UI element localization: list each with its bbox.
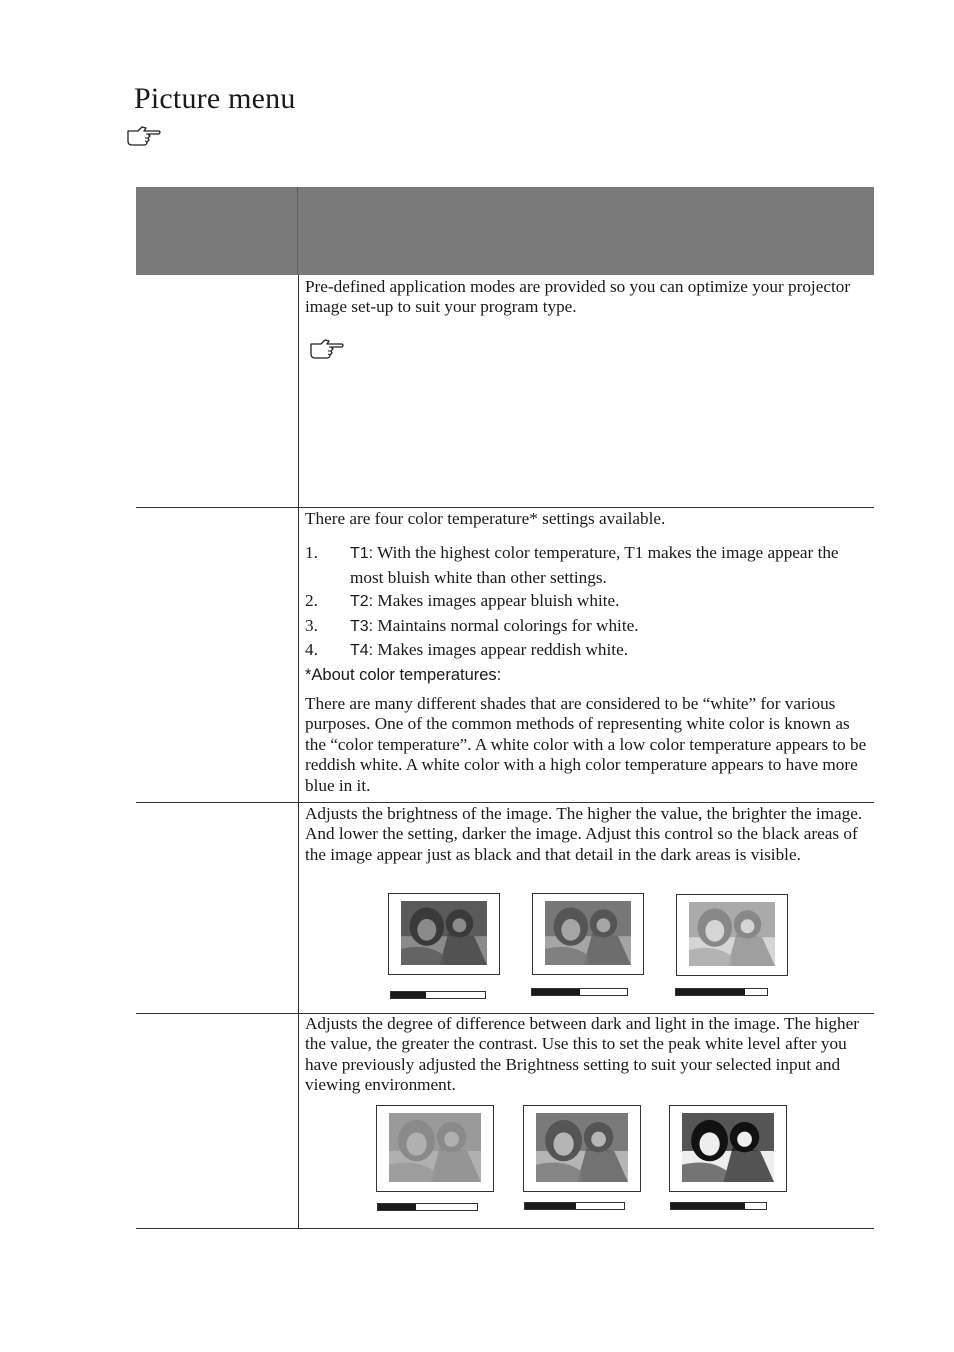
brightness-level-fill	[532, 989, 580, 995]
contrast-level-bar	[670, 1202, 767, 1210]
row-divider	[136, 802, 874, 803]
list-item	[305, 638, 867, 663]
color-temp-list	[305, 541, 867, 663]
table-column-divider	[298, 275, 299, 1229]
contrast-level-fill	[525, 1203, 576, 1209]
list-number: 2.	[305, 591, 318, 610]
contrast-sample-image	[523, 1105, 641, 1192]
list-item	[305, 541, 867, 589]
note-hand-icon	[309, 338, 345, 360]
list-item	[305, 614, 867, 639]
row-divider	[136, 1228, 874, 1229]
list-text: Makes images appear reddish white.	[373, 640, 628, 659]
contrast-level-fill	[671, 1203, 745, 1209]
brightness-level-bar	[390, 991, 486, 999]
list-item	[305, 589, 867, 614]
contrast-sample-photo	[682, 1113, 774, 1182]
note-hand-icon	[126, 125, 162, 147]
list-key: T4:	[350, 642, 374, 659]
list-number: 4.	[305, 640, 318, 659]
table-header	[136, 187, 874, 275]
brightness-level-fill	[676, 989, 745, 995]
brightness-level-bar	[531, 988, 628, 996]
color-temp-intro: There are four color temperature* settings available.	[305, 509, 666, 528]
contrast-level-bar	[524, 1202, 625, 1210]
contrast-sample-photo	[389, 1113, 481, 1182]
brightness-sample-image	[676, 894, 788, 976]
table-header-divider	[297, 187, 298, 275]
contrast-sample-image	[376, 1105, 494, 1192]
picture-mode-description: Pre-defined application modes are provided so you can optimize your projector image set-up to suit your program type.	[305, 277, 851, 317]
list-text: Maintains normal colorings for white.	[373, 615, 639, 635]
about-color-temp-heading: *About color temperatures:	[305, 666, 502, 684]
page-title: Picture menu	[134, 82, 296, 115]
brightness-sample-photo	[401, 901, 487, 965]
brightness-sample-image	[388, 893, 500, 975]
brightness-description: Adjusts the brightness of the image. The higher the value, the brighter the image. And lower the setting, darker the image. Adjust this control so the black areas of the image appear just as black and that detail in the dark areas is visible.	[305, 804, 863, 864]
row-divider	[136, 507, 874, 508]
contrast-sample-image	[669, 1105, 787, 1192]
list-number: 1.	[305, 543, 318, 562]
brightness-level-fill	[391, 992, 426, 998]
list-key: T2:	[350, 593, 374, 610]
list-key: T3:	[350, 617, 374, 635]
about-color-temp-text: There are many different shades that are considered to be “white” for various purposes. One of the common methods of representing white color is known as the “color temperature”. A white color with a low color temperature appears to be reddish white. A white color with a high color temperature appears to have more blue in it.	[305, 694, 867, 795]
contrast-level-bar	[377, 1203, 478, 1211]
contrast-sample-photo	[536, 1113, 628, 1182]
brightness-sample-photo	[689, 902, 775, 966]
contrast-level-fill	[378, 1204, 416, 1210]
list-text: Makes images appear bluish white.	[373, 591, 620, 610]
list-number: 3.	[305, 615, 318, 635]
brightness-sample-photo	[545, 901, 631, 965]
contrast-description: Adjusts the degree of difference between dark and light in the image. The higher the value, the greater the contrast. Use this to set the peak white level after you have previously adjusted the Brightness setting to suit your selected input and viewing environment.	[305, 1014, 859, 1095]
brightness-sample-image	[532, 893, 644, 975]
list-text: With the highest color temperature, T1 makes the image appear the most bluish white than other settings.	[350, 543, 839, 587]
brightness-level-bar	[675, 988, 768, 996]
list-key: T1:	[350, 545, 374, 562]
